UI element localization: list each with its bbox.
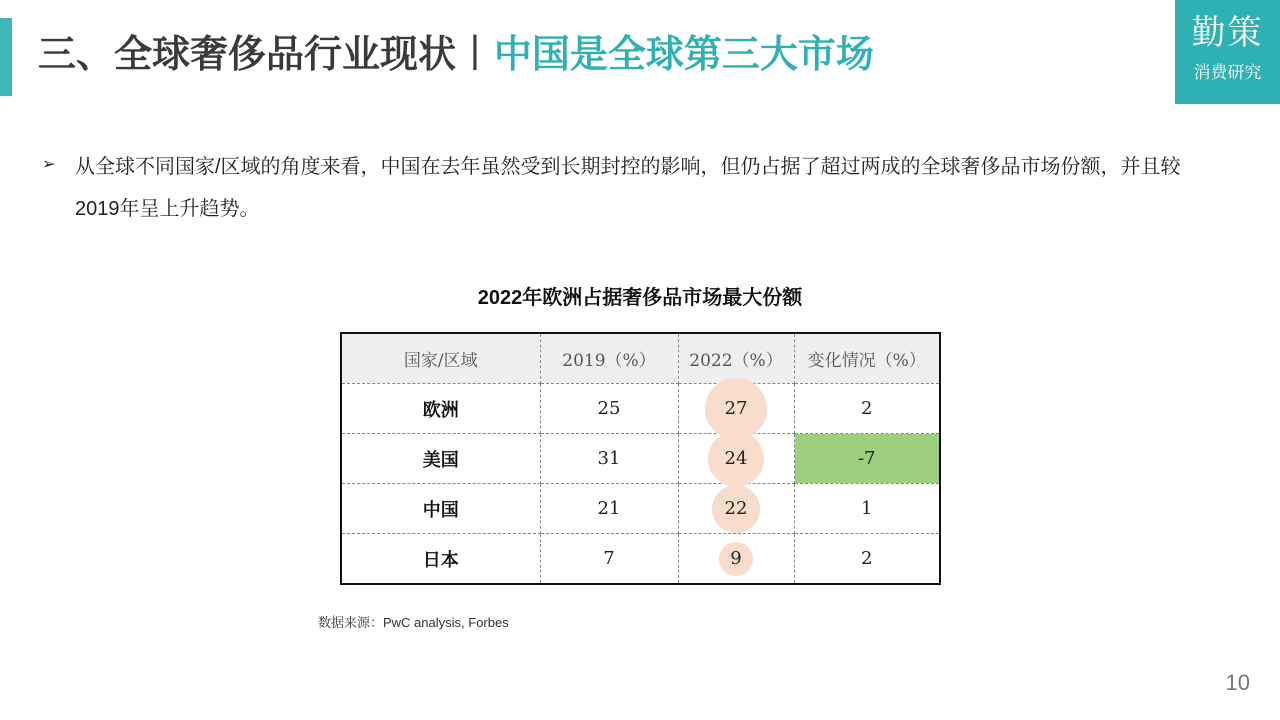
table-row (341, 484, 940, 534)
row-country: 中国 (341, 484, 540, 534)
page-title (38, 22, 874, 78)
market-share-table (340, 332, 941, 585)
title-separator: | (470, 28, 480, 71)
header-2022: 2022（%） (678, 333, 794, 384)
row-2022-value: 24 (724, 448, 748, 469)
row-country: 美国 (341, 434, 540, 484)
table-row (341, 534, 940, 585)
arrowhead-bullet-icon: ➢ (42, 156, 56, 173)
row-change-value-highlighted: -7 (794, 434, 940, 484)
header-change: 变化情况（%） (794, 333, 940, 384)
logo-main-text: 勤策 (1191, 13, 1264, 53)
row-2019-value: 31 (540, 434, 678, 484)
table-header-row (341, 333, 940, 384)
row-2022-cell (678, 484, 794, 534)
title-subtitle: 中国是全球第三大市场 (493, 33, 874, 76)
row-2022-value: 9 (730, 548, 742, 569)
row-2019-value: 7 (540, 534, 678, 585)
row-2022-cell (678, 384, 794, 434)
row-2022-value: 27 (724, 398, 748, 419)
table-row (341, 384, 940, 434)
header-2019: 2019（%） (540, 333, 678, 384)
data-source-note: 数据来源：PwC analysis, Forbes (318, 615, 509, 630)
row-country: 欧洲 (341, 384, 540, 434)
row-change-value: 2 (861, 548, 873, 569)
row-2022-value: 22 (724, 498, 748, 519)
title-accent-bar (0, 18, 12, 96)
brand-logo (1175, 0, 1280, 104)
bullet-text: 从全球不同国家/区域的角度来看，中国在去年虽然受到长期封控的影响，但仍占据了超过两成的全球奢侈品市场份额，并且较2019年呈上升趋势。 (75, 156, 1181, 220)
row-2022-cell (678, 534, 794, 585)
header-region: 国家/区域 (341, 333, 540, 384)
summary-bullet (42, 146, 1212, 230)
row-country: 日本 (341, 534, 540, 585)
row-2019-value: 25 (540, 384, 678, 434)
table-row (341, 434, 940, 484)
row-2019-value: 21 (540, 484, 678, 534)
row-change-value: 2 (794, 384, 940, 434)
title-main: 三、全球奢侈品行业现状 (38, 33, 457, 76)
page-number: 10 (1225, 670, 1250, 695)
table-title: 2022年欧洲占据奢侈品市场最大份额 (477, 287, 803, 309)
row-change-value: 1 (794, 484, 940, 534)
row-2022-cell (678, 434, 794, 484)
logo-sub-text: 消费研究 (1193, 63, 1262, 82)
